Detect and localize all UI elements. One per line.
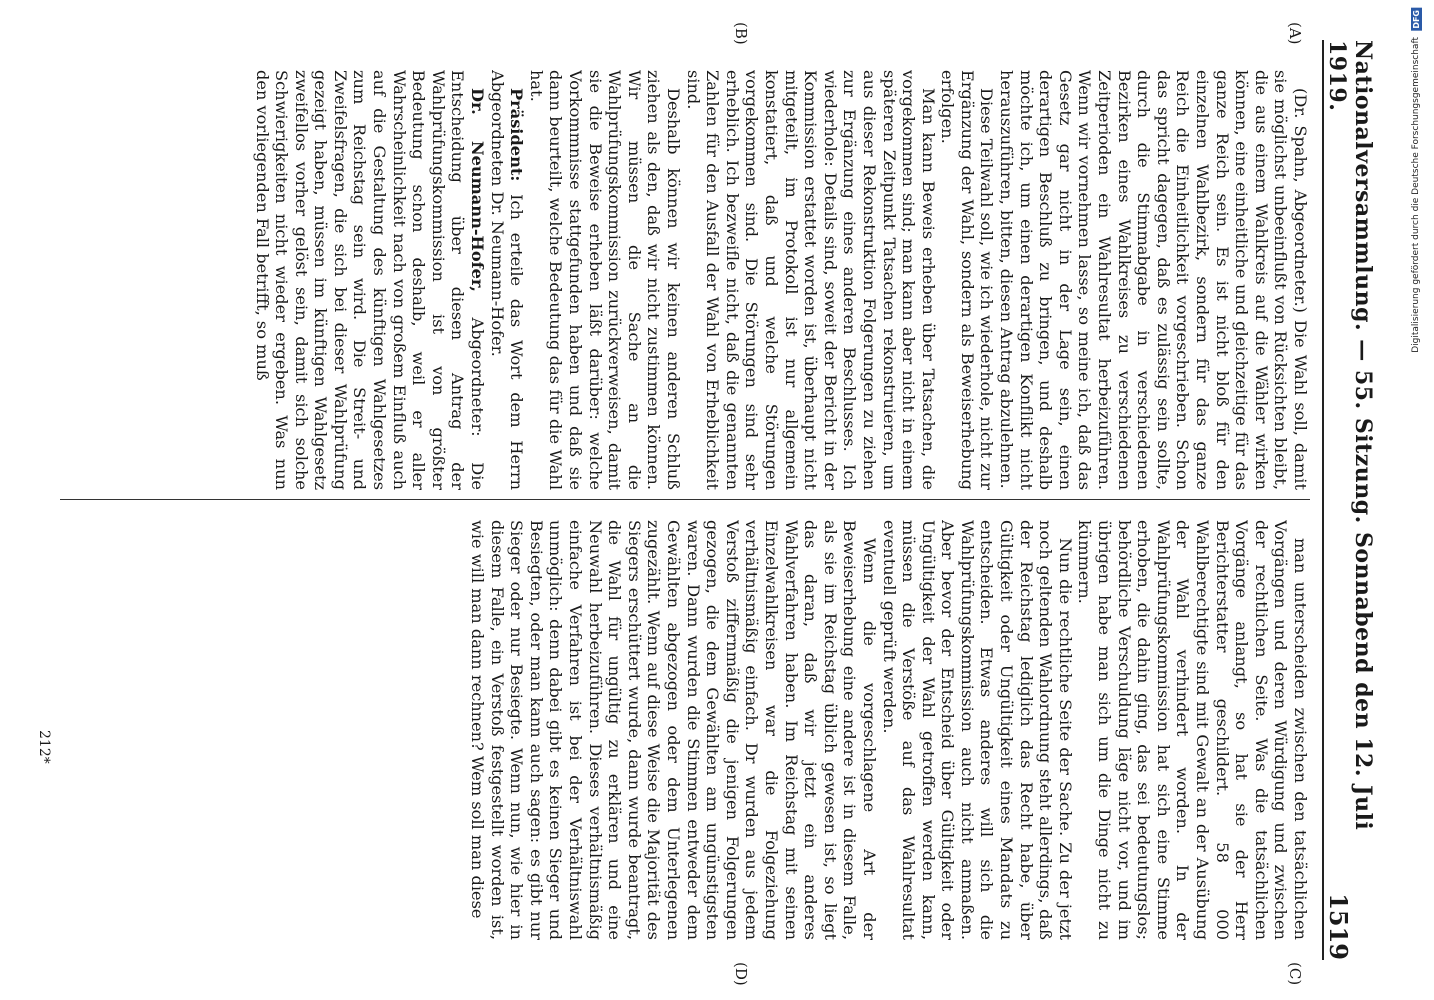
right-paragraph-1: man unterscheiden zwischen den tatsächlichen Vorgängen und deren Würdigung und zwischen der rechtlichen Seite. Was die tatsächlichen Vorgänge anlangt, so hat sie der Herr Berichterstatter geschildert. 58 000 Wahlberechtigte sind mit Gewalt an der Ausübung der Wahl verhindert worden. In der Wahlprüfungskommission hat sich eine Stimme erhoben, die dahin ging, das sei bedeutungslos; behördliche Verschuldung läge nicht vor, und im übrigen habe man sich um die Dinge nicht zu kümmern.	[1075, 520, 1310, 940]
digitization-credit	[1406, 8, 1426, 993]
right-column	[60, 520, 1310, 940]
right-paragraph-2: Nun die rechtliche Seite der Sache. Zu der jetzt noch geltenden Wahlordnung steht allerdings, daß der Reichstag lediglich das Recht habe, über Gültigkeit oder Ungültigkeit eines Mandats zu entscheiden. Etwas anderes will sich die Wahlprüfungskommission auch nicht anmaßen. Aber bevor der Entscheid über Gültigkeit oder Ungültigkeit der Wahl getroffen werden kann, müssen die Verstöße auf das Wahlresultat eventuell geprüft werden.	[879, 520, 1075, 940]
left-column	[60, 70, 1310, 490]
speaker-president: Präsident:	[507, 88, 527, 182]
page-title: Nationalversammlung. — 55. Sitzung. Sonnabend den 12. Juli 1919.	[1324, 40, 1376, 831]
column-divider	[60, 499, 1310, 500]
margin-label-b: (B)	[732, 22, 750, 45]
right-paragraph-3: Wenn die vorgeschlagene Art der Beweiserhebung eine andere ist in diesem Falle, als sie im Reichstag üblich gewesen ist, so liegt das daran, daß wir jetzt ein anderes Wahlverfahren haben. Im Reichstag mit seinen Einzelwahlkreisen war die Folgeziehung verhältnismäßig einfach. Dr wurden aus jedem Verstoß ziffernmäßig die jenigen Folgerungen gezogen, die dem Gewählten am ungünstigsten waren. Dann wurden die Stimmen entweder dem Gewählten abgezogen oder dem Unterlegenen zugezählt. Wenn auf diese Weise die Majorität des Siegers erschüttert wurde, dann wurde beantragt, die Wahl für ungültig zu erklären und eine Neuwahl herbeizuführen. Dieses verhältnismäßig einfache Verfahren ist bei der Verhältniswahl unmöglich: denn dabei gibt es keinen Sieger und Besiegten, oder man kann auch sagen: es gibt nur Sieger oder nur Besiegte. Wenn nun, wie hier in diesem Falle, ein Verstoß festgestellt worden ist, wie will man dann rechnen? Wem soll man diese	[468, 520, 879, 940]
left-paragraph-5: Ich erteile das Wort dem Herrn Abgeordneten Dr. Neumann-Hofer.	[487, 70, 527, 490]
margin-label-a: (A)	[1286, 22, 1304, 45]
dfg-logo: DFG	[1411, 10, 1421, 29]
left-paragraph-1: (Dr. Spahn, Abgeordneter.) Die Wahl soll, damit sie möglichst unbeeinflußt von Rücksichten bleibt, die aus einem Wahlkreis auf die Wähler wirken können, eine einheitliche und gleichzeitige für das ganze Reich sein. Es ist nicht bloß für den einzelnen Wahlbezirk, sondern für das ganze Reich die Einheitlichkeit vorgeschrieben. Schon das spricht dagegen, daß es zulässig sein sollte, durch die Stimmabgabe in verschiedenen Bezirken eines Wahlkreises zu verschiedenen Zeitperioden ein Wahlresultat herbeizuführen. Wenn wir vornehmen lasse, so meine ich, daß das Gesetz gar nicht in der Lage sein, einen derartigen Beschluß zu bringen, und deshalb möchte ich, um einen derartigen Konflikt nicht herauszuführen, bitten, diesen Antrag abzulehnen.	[997, 70, 1310, 490]
left-paragraph-3: Man kann Beweis erheben über Tatsachen, die vorgekommen sind; man kann aber nicht in einem späteren Zeitpunkt Tatsachen rekonstruieren, um aus dieser Rekonstruktion Folgerungen zu ziehen zur Ergänzung eines anderen Beschlusses. Ich wiederhole: Details sind, soweit der Bericht in der Kommission erstattet worden ist, überhaupt nicht mitgeteilt, im Protokoll ist nur allgemein konstatiert, daß und welche Störungen vorgekommen sind. Die Störungen sind sehr erheblich. Ich bezweifle nicht, daß die genannten Zahlen für den Ausfall der Wahl von Erheblichkeit sind.	[683, 70, 938, 490]
page-number: 1519	[1324, 893, 1353, 960]
credit-text: Digitalisierung gefördert durch die Deutsche Forschungsgemeinschaft	[1411, 36, 1421, 353]
margin-label-c: (C)	[1286, 962, 1304, 986]
margin-label-d: (D)	[732, 962, 750, 986]
left-paragraph-4: Deshalb können wir keinen anderen Schluß ziehen als den, daß wir nicht zustimmen können. Wir müssen die Sache an die Wahlprüfungskommission zurückverweisen, damit sie die Beweise erheben läßt darüber: welche Vorkommnisse stattgefunden haben und daß sie dann beurteilt, welche Bedeutung das für die Wahl hat.	[526, 70, 683, 490]
signature-mark: 212*	[36, 730, 52, 764]
left-paragraph-6: Abgeordneter: Die Entscheidung über diesen Antrag der Wahlprüfungskommission ist von größter Bedeutung schon deshalb, weil er aller Wahrscheinlichkeit nach von großem Einfluß auch auf die Gestaltung des künftigen Wahlgesetzes zum Reichstag sein wird. Die Streit- und Zweifelsfragen, die sich bei dieser Wahlprüfung gezeigt haben, müssen im künftigen Wahlgesetz zweifellos vorher gelöst sein, damit sich solche Schwierigkeiten nicht wieder ergeben. Was nun den vorliegenden Fall betrifft, so muß	[252, 70, 488, 490]
speaker-neumann-hofer: Dr. Neumann-Hofer,	[468, 88, 488, 292]
left-paragraph-2: Diese Teilwahl soll, wie ich wiederhole, nicht zur Ergänzung der Wahl, sondern als Beweiserhebung erfolgen.	[938, 70, 997, 490]
page-header	[1322, 40, 1376, 960]
